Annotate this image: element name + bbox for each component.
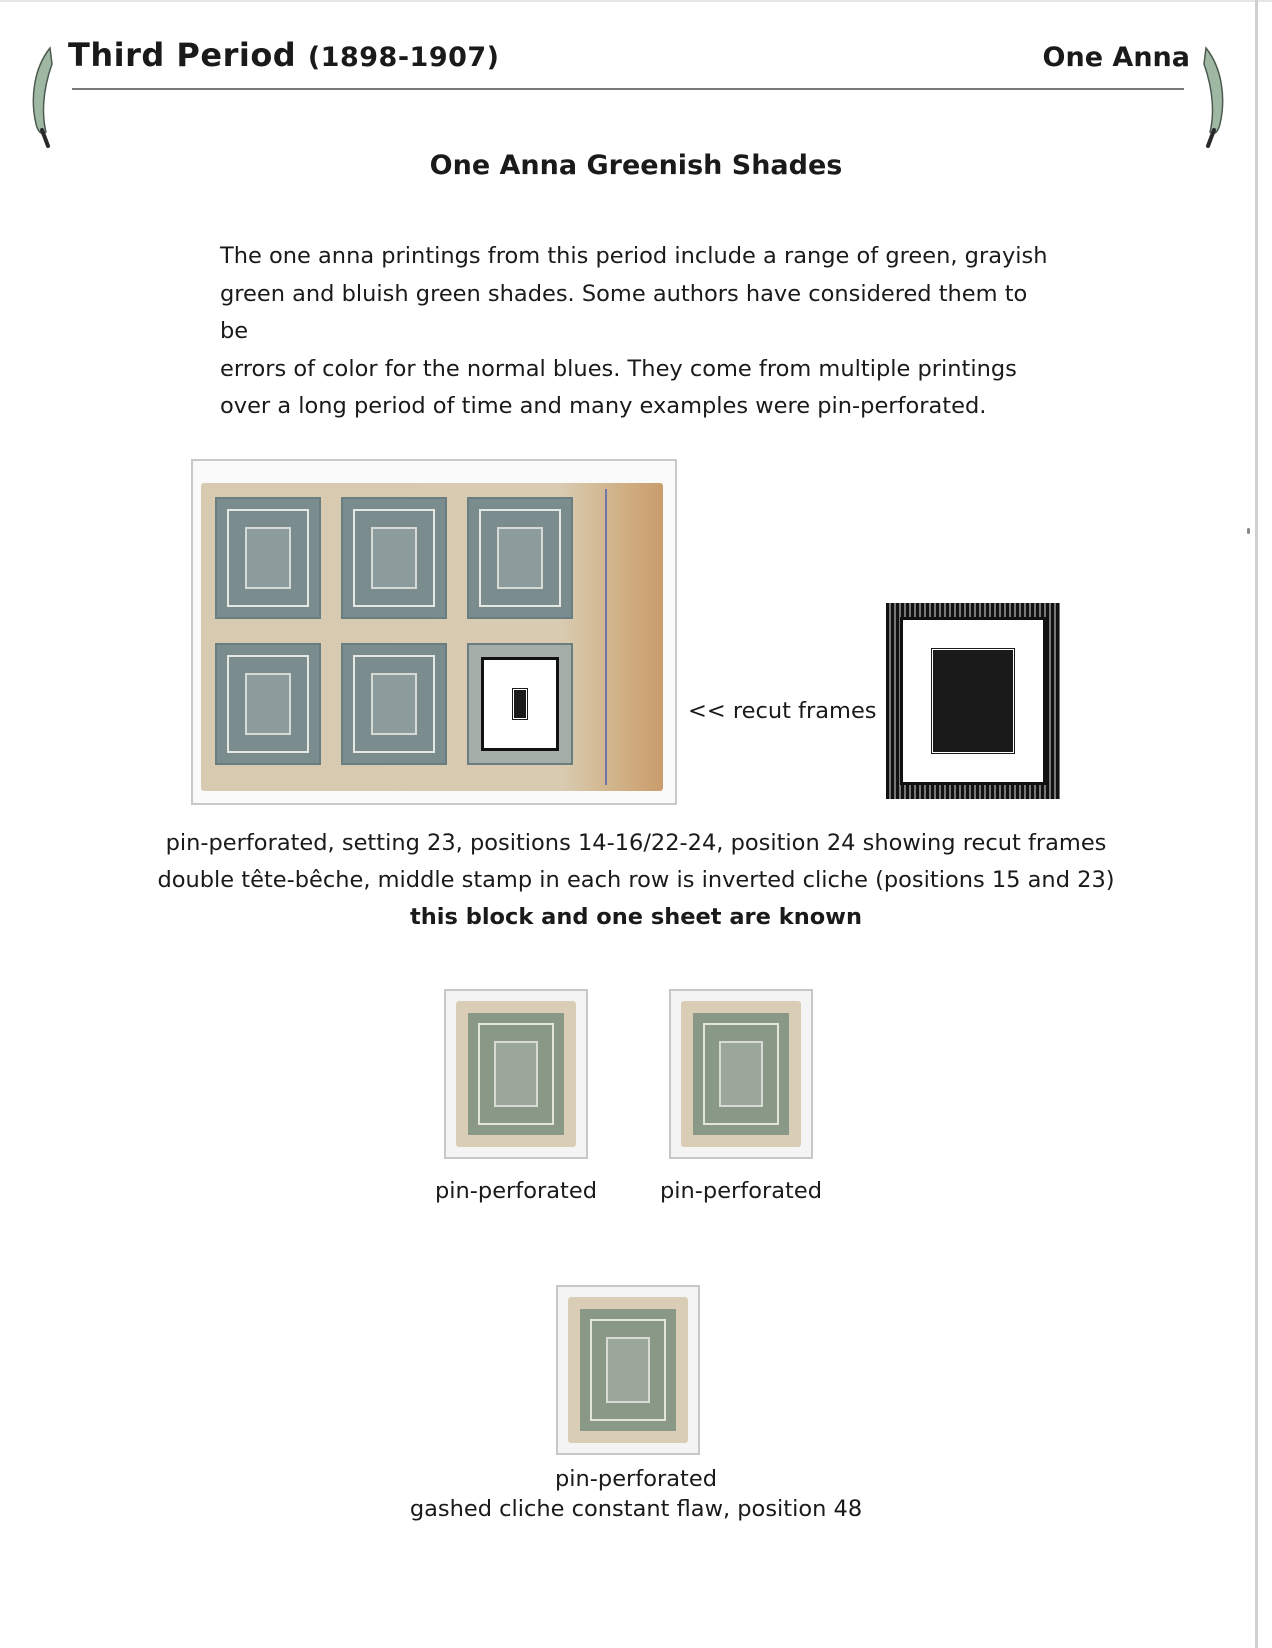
recut-frame-illustration: [886, 603, 1060, 799]
single-caption-note: gashed cliche constant flaw, position 48: [409, 1496, 863, 1522]
single-stamp: [568, 1297, 688, 1443]
single-caption: pin-perforated: [555, 1466, 717, 1492]
intro-line: green and bluish green shades. Some authors have considered them to be: [220, 280, 1028, 344]
page-title: One Anna Greenish Shades: [429, 150, 843, 181]
page-top-edge: [0, 0, 1272, 2]
stamp-position-24: [467, 643, 573, 765]
single-caption: pin-perforated: [660, 1178, 822, 1204]
intro-line: errors of color for the normal blues. They come from multiple printings: [220, 355, 1017, 382]
stamp-position-23: [341, 643, 447, 765]
page-right-edge: [1255, 0, 1258, 1648]
single-stamp: [456, 1001, 576, 1147]
selvage-line: [605, 489, 607, 785]
single-caption: pin-perforated: [435, 1178, 597, 1204]
stamp-block-mount: [191, 459, 677, 805]
stamp-position-15: [341, 497, 447, 619]
intro-paragraph: [220, 238, 1060, 426]
single-stamp: [681, 1001, 801, 1147]
header-left-title: [68, 36, 500, 74]
header-rule: [72, 88, 1184, 90]
recut-frames-label: << recut frames: [688, 698, 877, 724]
block-caption-bold: this block and one sheet are known: [410, 904, 862, 930]
stamp-position-16: [467, 497, 573, 619]
margin-mark: [1247, 528, 1250, 534]
header-period: Third Period: [68, 36, 297, 74]
kukri-left-icon: [28, 44, 60, 148]
header-right-title: One Anna: [1042, 42, 1190, 73]
single-stamp-mount: [444, 989, 588, 1159]
block-caption-line: pin-perforated, setting 23, positions 14-16/22-24, position 24 showing recut frames: [165, 830, 1107, 856]
kukri-right-icon: [1196, 44, 1228, 148]
stamp-position-22: [215, 643, 321, 765]
recut-stamp-image: [886, 603, 1060, 799]
stamp-block-paper: [201, 483, 663, 791]
stamp-position-14: [215, 497, 321, 619]
header-years: (1898-1907): [307, 42, 500, 73]
single-stamp-mount: [556, 1285, 700, 1455]
single-stamp-mount: [669, 989, 813, 1159]
intro-line: The one anna printings from this period include a range of green, grayish: [220, 243, 1048, 269]
block-caption-line: double tête-bêche, middle stamp in each row is inverted cliche (positions 15 and 23): [157, 867, 1115, 893]
intro-line: over a long period of time and many examples were pin-perforated.: [220, 393, 987, 419]
